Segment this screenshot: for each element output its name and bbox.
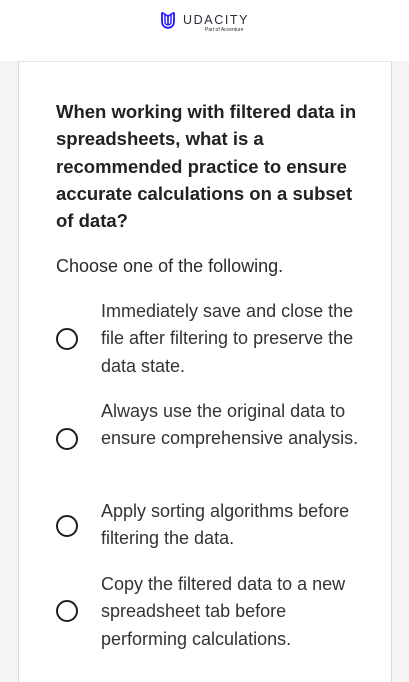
radio-button[interactable] <box>56 515 78 537</box>
instruction-text: Choose one of the following. <box>56 256 284 276</box>
brand-name: UDACITY <box>183 13 250 27</box>
answer-option-label: Always use the original data to ensure comprehensive analysis. <box>101 401 359 449</box>
answer-option-label: Copy the filtered data to a new spreadsheet tab before performing calculations. <box>101 574 346 649</box>
brand-subtitle: Part of Accenture <box>205 27 244 33</box>
udacity-u-logo-icon <box>159 11 177 30</box>
question-text: When working with filtered data in spreadsheets, what is a recommended practice to ensure accurate calculations on a subset of data? <box>56 101 357 232</box>
answer-option-1[interactable] <box>56 298 366 380</box>
udacity-logo[interactable] <box>159 10 259 36</box>
radio-button[interactable] <box>56 600 78 622</box>
top-header <box>0 0 409 61</box>
radio-button[interactable] <box>56 428 78 450</box>
radio-button[interactable] <box>56 328 78 350</box>
answer-option-3[interactable] <box>56 498 366 553</box>
answer-option-2[interactable] <box>56 398 366 480</box>
answer-option-4[interactable] <box>56 571 366 653</box>
question-card <box>18 61 392 682</box>
answer-option-label: Apply sorting algorithms before filtering the data. <box>101 501 350 549</box>
answer-option-label: Immediately save and close the file after filtering to preserve the data state. <box>101 301 354 376</box>
